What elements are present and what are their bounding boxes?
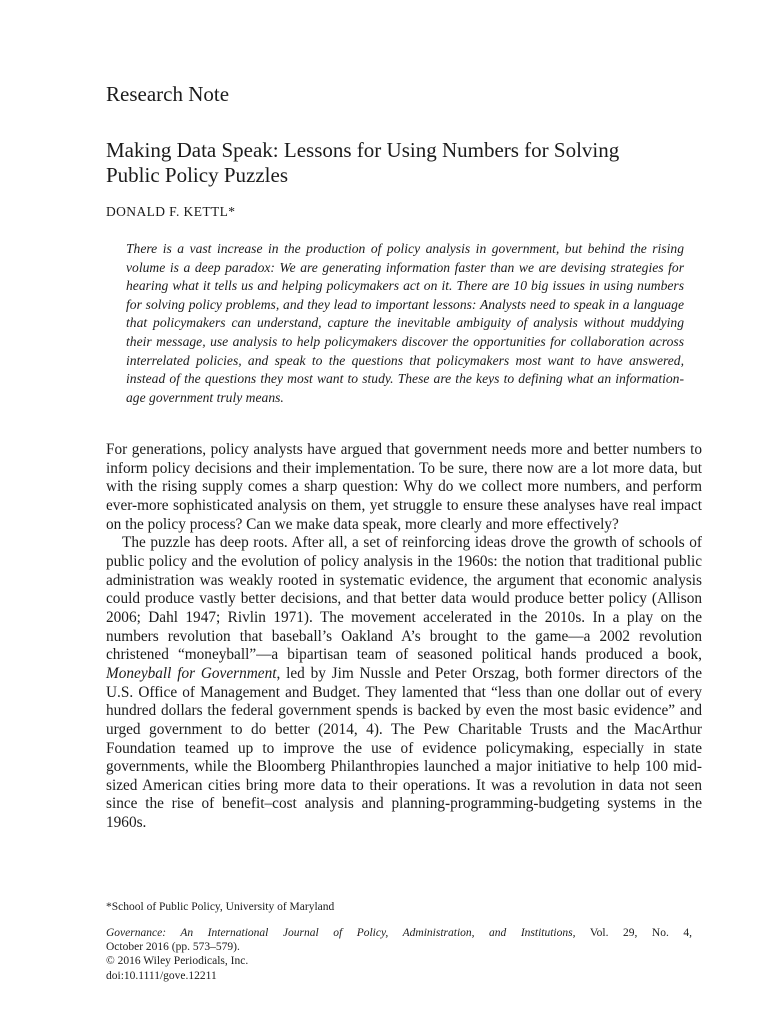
citation-date-pages: October 2016 (pp. 573–579).: [106, 941, 240, 954]
abstract: There is a vast increase in the production of policy analysis in government, but behind the rising volume is a deep paradox: We are generating information faster than we are devising strategies for hearing what it tells us and helping policymakers act on it. There are 10 big issues in using numbers for solving policy problems, and they lead to important lessons: Analysts need to speak in a language that policymakers can understand, capture the inevitable ambiguity of analysis without muddying their message, use analysis to help policymakers discover the opportunities for collaboration across interrelated policies, and speak to the questions that policymakers most want to have answered, instead of the questions they most want to study. These are the keys to defining what an information-age government truly means.: [126, 241, 684, 405]
book-title: Moneyball for Government: [106, 664, 277, 682]
citation-copyright: © 2016 Wiley Periodicals, Inc.: [106, 955, 249, 968]
journal-volume: Vol. 29, No. 4,: [589, 927, 693, 939]
citation-doi: doi:10.1111/gove.12211: [106, 969, 217, 982]
body-paragraph-2: [106, 534, 702, 833]
citation-journal-line: [106, 926, 692, 940]
section-label: Research Note: [106, 82, 230, 106]
paragraph-2-text-start: The puzzle has deep roots. After all, a set of reinforcing ideas drove the growth of schools of public policy and the evolution of policy analysis in the 1960s: the notion that traditional public administration was weakly rooted in systematic evidence, the argument that economic analysis could produce vastly better decisions, and that better data would produce better policy (Allison 2006; Dahl 1947; Rivlin 1971). The movement accelerated in the 2010s. In a play on the numbers revolution that baseball’s Oakland A’s brought to the game—a 2002 revolution christened “moneyball”—a bipartisan team of seasoned political hands produced a book,: [106, 534, 702, 664]
body-paragraph-1: For generations, policy analysts have argued that government needs more and better numbers to inform policy decisions and their implementation. To be sure, there now are a lot more data, but with the rising supply comes a sharp question: Why do we collect more numbers, and perform ever-more sophisticated analysis on them, yet struggle to ensure these analyses have real impact on the policy process? Can we make data speak, more clearly and more effectively?: [106, 441, 702, 533]
article-body: [106, 441, 702, 833]
author-affiliation-footnote: *School of Public Policy, University of Maryland: [106, 901, 335, 913]
author-name: DONALD F. KETTL*: [106, 204, 236, 219]
journal-citation: [106, 926, 692, 983]
journal-name: Governance: An International Journal of Policy, Administration, and Institutions,: [106, 927, 576, 939]
article-title: Making Data Speak: Lessons for Using Numbers for Solving Public Policy Puzzles: [106, 138, 620, 187]
paragraph-2-text-end: , led by Jim Nussle and Peter Orszag, both former directors of the U.S. Office of Management and Budget. They lamented that “less than one dollar out of every hundred dollars the federal government spends is backed by even the most basic evidence” and urged government to do better (2014, 4). The Pew Charitable Trusts and the MacArthur Foundation teamed up to improve the use of evidence policymaking, especially in state governments, while the Bloomberg Philanthropies launched a major initiative to help 100 mid-sized American cities bring more data to their operations. It was a revolution in data not seen since the rise of benefit–cost analysis and planning-programming-budgeting systems in the 1960s.: [106, 664, 702, 832]
